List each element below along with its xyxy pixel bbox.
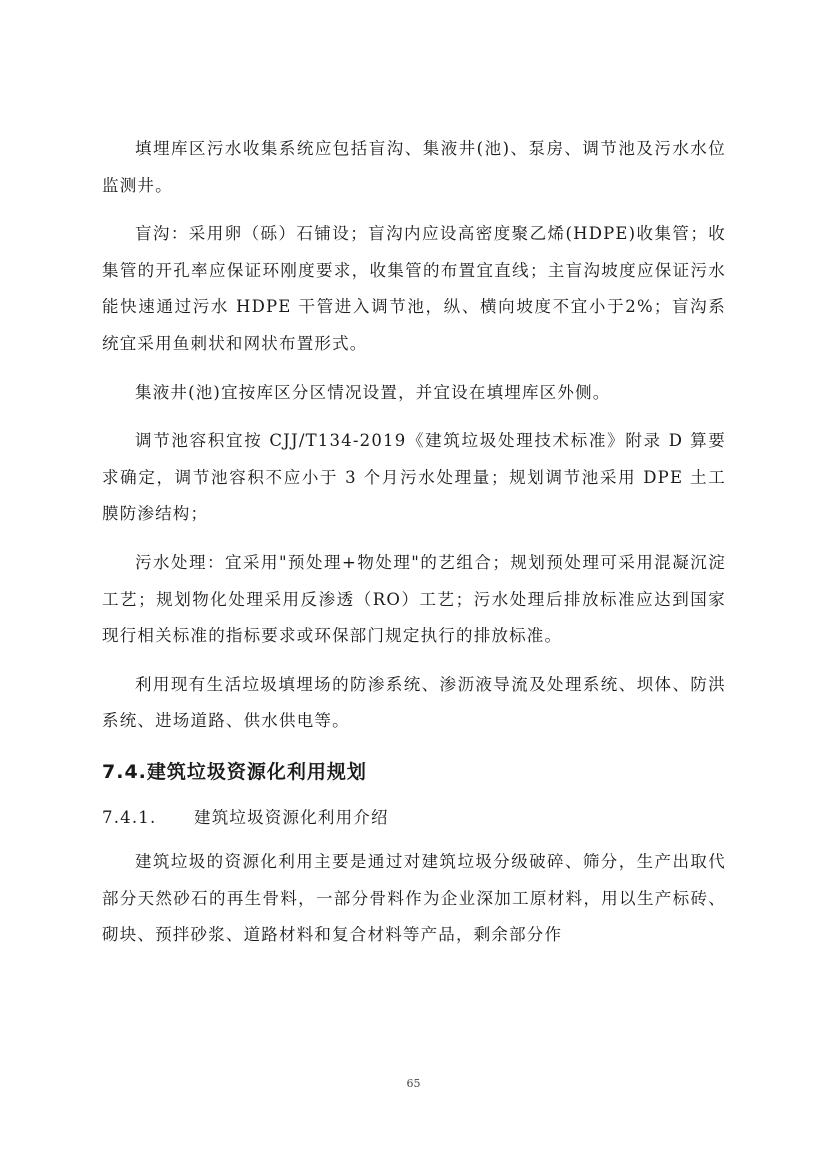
paragraph-sewage-treatment: 污水处理：宜采用"预处理+物处理"的艺组合；规划预处理可采用混凝沉淀工艺；规划物化处理采用反渗透（RO）工艺；污水处理后排放标准应达到国家现行相关标准的指标要求或环保部门规定执行的排放标准。 [102,552,726,646]
paragraph-collection-well: 集液井(池)宜按库区分区情况设置，并宜设在填埋库区外侧。 [135,382,611,402]
page-number: 65 [406,1077,421,1090]
subsection-number: 7.4.1. [102,807,157,827]
subsection-title: 建筑垃圾资源化利用介绍 [194,807,389,827]
paragraph-blind-ditch: 盲沟：采用卵（砾）石铺设；盲沟内应设高密度聚乙烯(HDPE)收集管；收集管的开孔率应保证环刚度要求，收集管的布置宜直线；主盲沟坡度应保证污水能快速通过污水 HDPE 干管进入调节池，纵、横向坡度不宜小于2%；盲沟系统宜采用鱼刺状和网状布置形式。 [102,224,726,353]
paragraph-existing-facilities: 利用现有生活垃圾填埋场的防渗系统、渗沥液导流及处理系统、坝体、防洪系统、进场道路、供水供电等。 [102,674,726,731]
page-body [102,131,726,966]
paragraph-leachate-collection: 填埋库区污水收集系统应包括盲沟、集液井(池)、泵房、调节池及污水水位监测井。 [102,139,726,195]
section-heading: 7.4.建筑垃圾资源化利用规划 [102,760,367,783]
paragraph-regulating-pool: 调节池容积宜按 CJJ/T134-2019《建筑垃圾处理技术标准》附录 D 算要求确定，调节池容积不应小于 3 个月污水处理量；规划调节池采用 DPE 土工膜防渗结构； [102,431,726,524]
subsection-heading [102,800,726,836]
paragraph-resource-utilization: 建筑垃圾的资源化利用主要是通过对建筑垃圾分级破碎、筛分，生产出取代部分天然砂石的再生骨料，一部分骨料作为企业深加工原材料，用以生产标砖、砌块、预拌砂浆、道路材料和复合材料等产品，剩余部分作 [102,851,726,945]
